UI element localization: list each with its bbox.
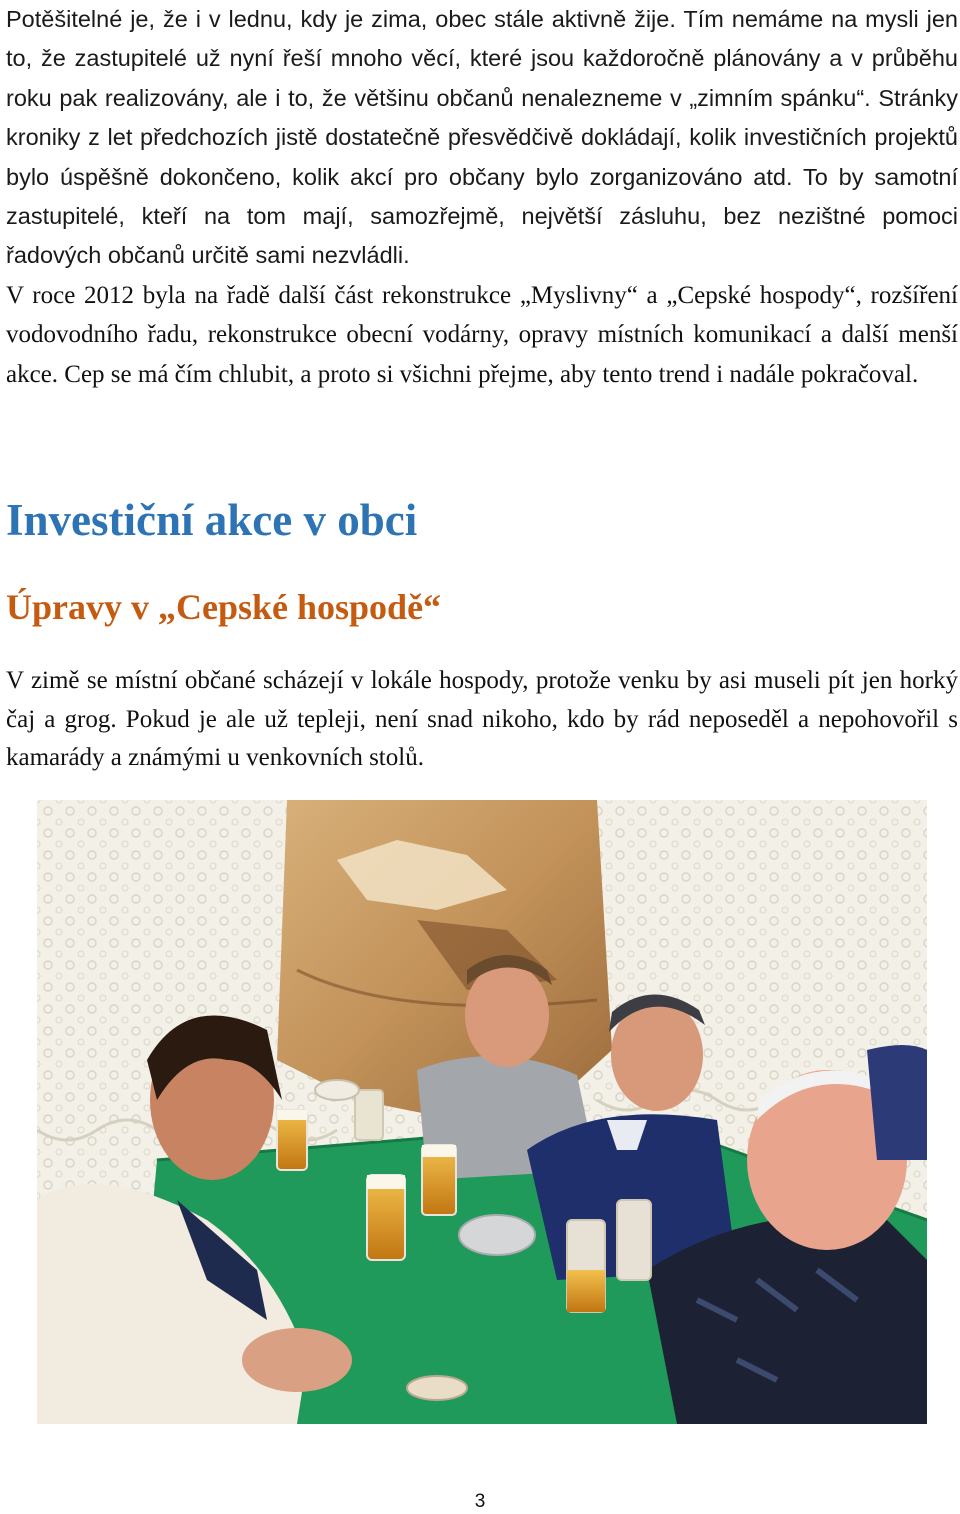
person-edge-right [867,1045,927,1160]
pub-photo [37,800,927,1424]
intro-paragraph-part-b: V roce 2012 byla na řadě další část rekonstrukce „Myslivny“ a „Cepské hospody“, rozšíření vodovodního řadu, rekonstrukce obecní vodárny, opravy místních komunikací a další menší akce. Cep se má čím chlubit, a proto si všichni přejme, aby tento trend i nadále pokračoval. [6,282,958,388]
beer-coaster [407,1376,467,1400]
page-number: 3 [474,1491,486,1512]
section-heading: Investiční akce v obci [6,495,418,545]
pub-photo-illustration [37,800,927,1424]
intro-paragraph-part-a: Potěšitelné je, že i v lednu, kdy je zima, obec stále aktivně žije. Tím nemáme na mysli jen to, že zastupitelé už nyní řeší mnoho věcí, které jsou každoročně plánovány a v průběhu roku pak realizovány, ale i to, že většinu občanů nenalezneme v „zimním spánku“. Stránky kroniky z let předchozích jistě dostatečně přesvědčivě dokládají, kolik investičních projektů bylo úspěšně dokončeno, kolik akcí pro občany bylo zorganizováno atd. To by samotní zastupitelé, kteří na tom mají, samozřejmě, největší zásluhu, bez nezištné pomoci řadových občanů určitě sami nezvládli. [6,6,958,269]
ashtray [459,1215,535,1255]
section-subheading: Úpravy v „Cepské hospodě“ [6,587,442,627]
section-body-paragraph: V zimě se místní občané scházejí v lokále hospody, protože venku by asi museli pít jen horký čaj a grog. Pokud je ale už tepleji, není snad nikoho, kdo by rád neposeděl a nepohovořil s kamarády a známými u venkovních stolů. [6,667,958,771]
